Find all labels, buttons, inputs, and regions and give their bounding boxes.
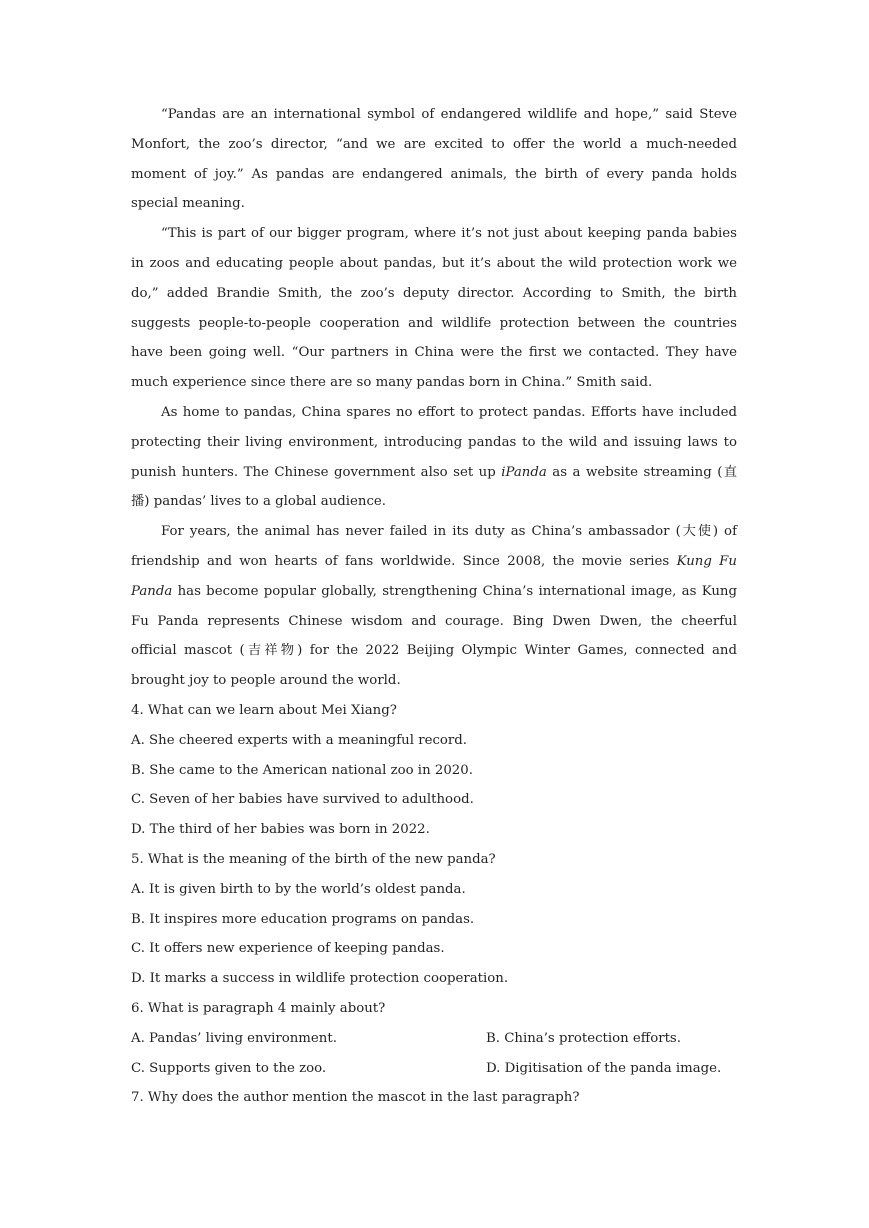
question-5-option-c: C. It offers new experience of keeping pandas. [131, 941, 445, 957]
question-4-stem: 4. What can we learn about Mei Xiang? [131, 702, 397, 718]
question-6-option-b: B. China’s protection efforts. [486, 1030, 681, 1046]
question-5-option-d: D. It marks a success in wildlife protection cooperation. [131, 971, 509, 987]
question-6-option-d: D. Digitisation of the panda image. [486, 1060, 722, 1076]
question-5-stem: 5. What is the meaning of the birth of the new panda? [131, 851, 496, 867]
question-5-option-a: A. It is given birth to by the world’s oldest panda. [131, 881, 466, 897]
paragraph-3 [131, 398, 737, 517]
question-6-options-row-1 [131, 1024, 737, 1054]
kung-fu-panda-title: Kung Fu Panda [131, 553, 737, 599]
document-content [131, 100, 737, 1113]
question-4-option-b: B. She came to the American national zoo in 2020. [131, 762, 473, 778]
ipanda-title: iPanda [501, 464, 547, 480]
paragraph-4-text-b: has become popular globally, strengthening China’s international image, as Kung Fu Panda represents Chinese wisdom and courage. Bing Dwen Dwen, the cheerful official mascot (吉祥物) for the 2022 Beijing Olympic Winter Games, connected and brought joy to people around the world. [131, 583, 737, 689]
paragraph-4 [131, 517, 737, 696]
question-6-stem: 6. What is paragraph 4 mainly about? [131, 1000, 386, 1016]
question-7-stem: 7. Why does the author mention the mascot in the last paragraph? [131, 1090, 580, 1106]
question-5-option-b: B. It inspires more education programs on pandas. [131, 911, 475, 927]
paragraph-4-text-a: For years, the animal has never failed in its duty as China’s ambassador (大使) of friendship and won hearts of fans worldwide. Since 2008, the movie series [131, 524, 737, 569]
question-4-option-d: D. The third of her babies was born in 2022. [131, 822, 430, 838]
question-6-option-a: A. Pandas’ living environment. [131, 1030, 337, 1046]
question-6-option-c: C. Supports given to the zoo. [131, 1060, 327, 1076]
paragraph-3-text-a: As home to pandas, China spares no effort to protect pandas. Efforts have included protecting their living environment, introducing pandas to the wild and issuing laws to punish hunters. The Chinese government also set up [131, 404, 737, 480]
paragraph-3-text-b: as a website streaming (直播) pandas’ lives to a global audience. [131, 464, 737, 510]
question-4-option-a: A. She cheered experts with a meaningful record. [131, 732, 467, 748]
question-4-option-c: C. Seven of her babies have survived to adulthood. [131, 792, 474, 808]
paragraph-1: “Pandas are an international symbol of endangered wildlife and hope,” said Steve Monfort, the zoo’s director, “and we are excited to offer the world a much-needed moment of joy.” As pandas are endangered animals, the birth of every panda holds special meaning. [131, 107, 737, 212]
question-6-options-row-2 [131, 1054, 737, 1084]
paragraph-2: “This is part of our bigger program, where it’s not just about keeping panda babies in zoos and educating people about pandas, but it’s about the wild protection work we do,” added Brandie Smith, the zoo’s deputy director. According to Smith, the birth suggests people-to-people cooperation and wildlife protection between the countries have been going well. “Our partners in China were the first we contacted. They have much experience since there are so many pandas born in China.” Smith said. [131, 226, 737, 391]
